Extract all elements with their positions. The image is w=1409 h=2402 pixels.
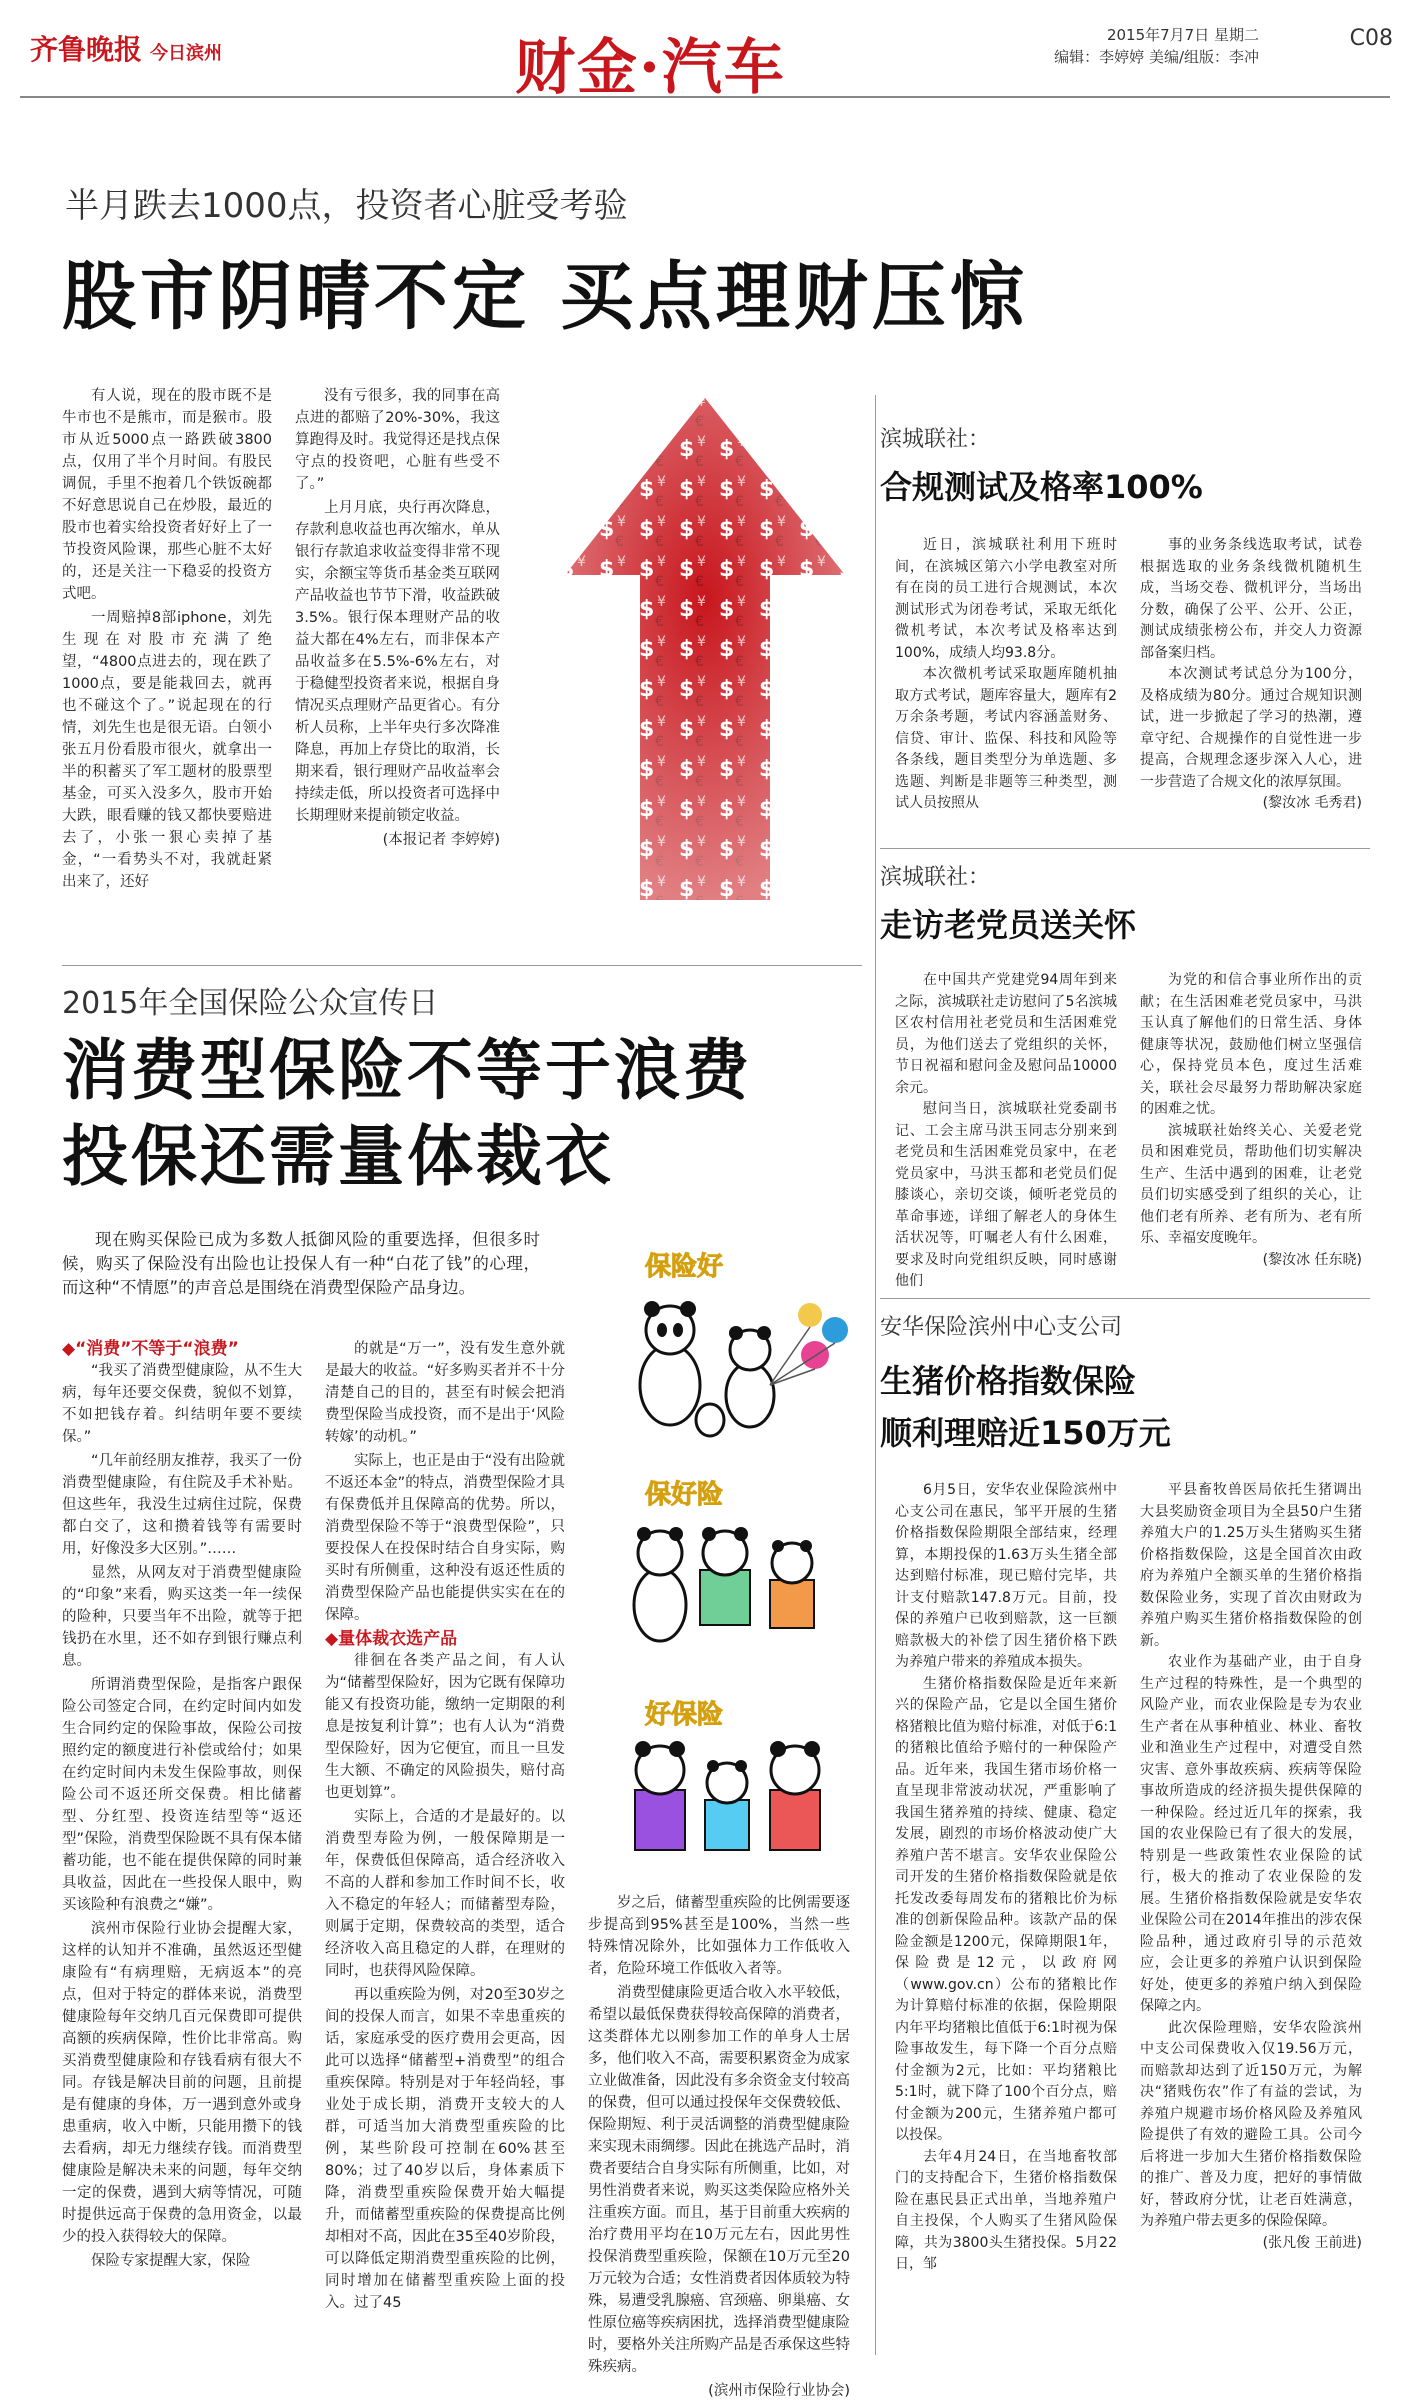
story2-subhead-2: ◆量体裁衣选产品 — [325, 1629, 458, 1649]
paragraph: 事的业务条线选取考试，试卷根据选取的业务条线微机随机生成，当场交卷、微机评分，当场出分数，确保了公平、公开、公正，测试成绩张榜公布，并交人力资源部备案归档。 — [1140, 537, 1362, 661]
paragraph: 一周赔掉8部iphone，刘先生现在对股市充满了绝望，“4800点进去的，现在跌了1000点，要是能栽回去，就再也不碰这个了。”说起现在的行情，刘先生也是很无语。白领小张五月份看股市很火，就拿出一半的积蓄买了军工题材的股票型基金，可买入没多久，股市开始大跌，眼看赚的钱又都快要赔进去了，小张一狠心卖掉了基金，“一看势头不对，我就赶紧出来了，还好 — [62, 610, 272, 890]
paragraph: 慰问当日，滨城联社党委副书记、工会主席马洪玉同志分别来到老党员和生活困难党员家中，在老党员家中，马洪玉都和老党员们促膝谈心，亲切交谈，倾听老党员的革命事迹，详细了解老人的身体生活状况等，叮嘱老人有什么困难，要求及时向党组织反映，同时感谢他们 — [895, 1101, 1117, 1289]
right2-title: 走访老党员送关怀 — [880, 906, 1137, 944]
story2-subhead-1: ◆“消费”不等于“浪费” — [62, 1339, 239, 1359]
right1-column-2 — [1140, 535, 1362, 831]
right3-column-1 — [895, 1480, 1117, 2375]
story1-kicker: 半月跌去1000点，投资者心脏受考验 — [65, 186, 628, 226]
story2-lead — [62, 1228, 540, 1326]
page-number: C08 — [1349, 26, 1393, 51]
right2-column-1 — [895, 970, 1117, 1289]
panda-group-3 — [635, 1699, 820, 1850]
paragraph: 上月月底，央行再次降息，存款利息收益也再次缩水，单从银行存款追求收益变得非常不现实，余额宝等货币基金类互联网产品收益也节节下滑，收益跌破3.5%。银行保本理财产品的收益大都在4%左右，而非保本产品收益多在5.5%-6%左右，对于稳健型投资者来说，根据自身情况买点理财产品更省心。有分析人员称，上半年央行多次降准降息，再加上存贷比的取消，长期来看，银行理财产品收益率会持续走低，所以投资者可选择中长期理财来提前锁定收益。 — [295, 500, 500, 824]
paragraph: “几年前经朋友推荐，我买了一份消费型健康险，有住院及手术补贴。但这些年，我没生过病住过院，保费都白交了，这和攒着钱等有需要时用，好像没多大区别。”…… — [62, 1453, 302, 1557]
story2-headline-line1: 消费型保险不等于浪费 — [62, 1032, 752, 1109]
rising-arrow-illustration — [555, 390, 855, 910]
paragraph: 实际上，也正是由于“没有出险就不返还本金”的特点，消费型保险才具有保费低并且保障高的优势。所以，消费型保险不等于“浪费型保险”，只要投保人在投保时结合自身实际，购买时有所侧重，这种没有返还性质的消费型保险产品也能提供实实在在的保障。 — [325, 1453, 565, 1623]
panda-group-1 — [640, 1251, 848, 1436]
right3-title-line2: 顺利理赔近150万元 — [880, 1414, 1171, 1452]
paragraph: 本次测试考试总分为100分，及格成绩为80分。通过合规知识测试，进一步掀起了学习的热潮，遵章守纪、合规操作的自觉性进一步提高，合规理念逐步深入人心，进一步营造了合规文化的浓厚氛围。 — [1140, 666, 1362, 790]
paragraph: 农业作为基础产业，由于自身生产过程的特殊性，是一个典型的风险产业，而农业保险是专为农业生产者在从事种植业、林业、畜牧业和渔业生产过程中，对遭受自然灾害、意外事故疾病、疾病等保险事故所造成的经济损失提供保障的一种保险。经过近几年的探索，我国的农业保险已有了很大的发展，特别是一些政策性农业保险的试行，极大的推动了农业保险的发展。生猪价格指数保险就是安华农业保险公司在2014年推出的涉农保险品种，通过政府引导的示范效应，会让更多的养殖户认识到保险好处，使更多的养殖户纳入到保险保障之内。 — [1140, 1654, 1362, 2014]
panda-family-icon — [610, 1235, 860, 1875]
right2-column-2 — [1140, 970, 1362, 1280]
right1-title: 合规测试及格率100% — [880, 468, 1203, 506]
paragraph: 有人说，现在的股市既不是牛市也不是熊市，而是猴市。股市从近5000点一路跌破3800点，仅用了半个月时间。有股民调侃，手里不抱着几个铁饭碗都不好意思说自己在炒股，最近的股市也着实给投资者好好上了一节投资风险课，那些心脏不太好的，还是关注一下稳妥的投资方式吧。 — [62, 388, 272, 602]
right1-org: 滨城联社： — [880, 427, 991, 452]
arrow-icon — [555, 390, 855, 910]
paragraph: 的就是“万一”，没有发生意外就是最大的收益。“好多购买者并不十分清楚自己的目的，甚至有时候会把消费型保险当成投资，而不是出于‘风险转嫁’的动机。” — [325, 1341, 565, 1445]
story2-kicker: 2015年全国保险公众宣传日 — [62, 986, 439, 1021]
paragraph: 岁之后，储蓄型重疾险的比例需要逐步提高到95%甚至是100%，当然一些特殊情况除外，比如强体力工作低收入者，危险环境工作低收入者等。 — [588, 1895, 850, 1977]
paragraph: 在中国共产党建党94周年到来之际，滨城联社走访慰问了5名滨城区农村信用社老党员和生活困难党员，为他们送去了党组织的关怀，节日祝福和慰问金及慰问品10000余元。 — [895, 972, 1117, 1096]
paragraph: 没有亏很多，我的同事在高点进的都赔了20%-30%，我这算跑得及时。我觉得还是找点保守点的投资吧，心脏有些受不了。” — [295, 388, 500, 492]
paragraph: 滨州市保险行业协会提醒大家，这样的认知并不准确，虽然返还型健康险有“有病理赔，无病返本”的亮点，但对于特定的群体来说，消费型健康险每年交纳几百元保费即可提供高额的疾病保障，性价比非常高。购买消费型健康险和存钱看病有很大不同。存钱是解决目前的问题，且前提是有健康的身体，万一遇到意外或身患重病，收入中断，只能用攒下的钱去看病，却无力继续存钱。而消费型健康险是解决未来的问题，每年交纳一定的保费，遇到大病等情况，可随时提供远高于保费的急用资金，以最少的投入获得较大的保障。 — [62, 1921, 302, 2245]
right3-title-line1: 生猪价格指数保险 — [880, 1362, 1137, 1400]
story2-column-1 — [62, 1338, 302, 2378]
story2-column-3 — [588, 1892, 850, 2399]
newspaper-logo-text: 齐鲁晚报 — [30, 33, 143, 66]
paragraph: 实际上，合适的才是最好的。以消费型寿险为例，一般保障期是一年，保费低但保障高，适合经济收入不高的人群和参加工作时间不长，收入不稳定的年轻人；而储蓄型寿险，则属于定期，保费较高的类型，适合经济收入高且稳定的人群，在理财的同时，也获得风险保障。 — [325, 1809, 565, 1979]
story1-column-1 — [62, 385, 272, 915]
right3-column-2 — [1140, 1480, 1362, 2375]
paragraph: 保险专家提醒大家，保险 — [91, 2253, 251, 2269]
story2-byline: (滨州市保险行业协会) — [708, 2383, 850, 2399]
story2-headline — [62, 1028, 752, 1200]
masthead-divider — [20, 96, 1390, 98]
page-meta — [1054, 24, 1259, 68]
story1-headline: 股市阴晴不定 买点理财压惊 — [62, 254, 1028, 340]
paragraph: 6月5日，安华农业保险滨州中心支公司在惠民，邹平开展的生猪价格指数保险期限全部结束，经理算，本期投保的1.63万头生猪全部达到赔付标准，现已赔付完毕，共计支付赔款147.8万元。目前，投保的养殖户已收到赔款，这一巨额赔款极大的补偿了因生猪价格下跌为养殖户带来的养殖成本损失。 — [895, 1482, 1117, 1670]
story-divider — [62, 965, 862, 966]
newspaper-logo — [30, 28, 222, 68]
paragraph: “我买了消费型健康险，从不生大病，每年还要交保费，貌似不划算，不如把钱存着。纠结明年要不要续保。” — [62, 1363, 302, 1445]
edition-label: 今日滨州 — [150, 43, 223, 64]
panda-label-1: 保险好 — [645, 1252, 724, 1282]
right1-column-1 — [895, 535, 1117, 831]
panda-illustration — [610, 1235, 860, 1875]
paragraph: 徘徊在各类产品之间，有人认为“储蓄型保险好，因为它既有保障功能又有投资功能，缴纳一定期限的利息是按复利计算”；也有人认为“消费型保险好，因为它便宜，而且一旦发生大额、不确定的风险损失，赔付高也更划算”。 — [325, 1653, 565, 1801]
right1-byline: (黎汝冰 毛秀君) — [1262, 795, 1362, 811]
story2-headline-line2: 投保还需量体裁衣 — [62, 1118, 614, 1195]
right2-byline: (黎汝冰 任东晓) — [1262, 1251, 1362, 1268]
right3-title — [880, 1355, 1171, 1459]
paragraph: 生猪价格指数保险是近年来新兴的保险产品，它是以全国生猪价格猪粮比值为赔付标准，对低于6:1的猪粮比值给予赔付的一种保险产品。近年来，我国生猪市场价格一直呈现非常波动状况，严重影响了我国生猪养殖的持续、健康、稳定发展，剧烈的市场价格波动使广大养殖户苦不堪言。安华农业保险公司开发的生猪价格指数保险就是依托发改委每周发布的猪粮比价为标准的创新保险品种。该款产品的保险金额是1200元，保障期限1年，保险费是12元，以政府网（www.gov.cn）公布的猪粮比作为计算赔付标准的依据，保险期限内年平均猪粮比值低于6:1时视为保险事故发生，每下降一个百分点赔付金额为2元，比如：平均猪粮比5:1时，就下降了100个百分点，赔付金额为200元，生猪养殖户都可以投保。 — [895, 1675, 1117, 2143]
lead-paragraph: 现在购买保险已成为多数人抵御风险的重要选择，但很多时候，购买了保险没有出险也让投保人有一种“白花了钱”的心理，而这种“不情愿”的声音总是围绕在消费型保险产品身边。 — [62, 1230, 540, 1297]
panda-label-2: 保好险 — [645, 1480, 724, 1510]
paragraph: 近日，滨城联社利用下班时间，在滨城区第六小学电教室对所有在岗的员工进行合规测试，本次测试形式为闭卷考试，采取无纸化微机考试，本次考试及格率达到100%，成绩人均93.8分。 — [895, 537, 1117, 661]
paragraph: 显然，从网友对于消费型健康险的“印象”来看，购买这类一年一续保的险种，只要当年不出险，就等于把钱扔在水里，还不如存到银行赚点利息。 — [62, 1565, 302, 1669]
paragraph: 去年4月24日，在当地畜牧部门的支持配合下，生猪价格指数保险在惠民县正式出单，当地养殖户自主投保，个人购买了生猪风险保障，共为3800头生猪投保。5月22日，邹 — [895, 2148, 1117, 2272]
paragraph: 此次保险理赔，安华农险滨州中支公司保费收入仅19.56万元，而赔款却达到了近150万元，为解决“猪贱伤农”作了有益的尝试，为养殖户规避市场价格风险及养殖风险提供了有效的避险工具。公司今后将进一步加大生猪价格指数保险的推广、普及力度，把好的事情做好，替政府分忧，让老百姓满意，为养殖户带去更多的保险保障。 — [1140, 2019, 1362, 2229]
paragraph: 为党的和信合事业所作出的贡献；在生活困难老党员家中，马洪玉认真了解他们的日常生活、身体健康等状况，鼓励他们树立坚强信心，保持党员本色，度过生活难关，联社会尽最努力帮助解决家庭的困难之忧。 — [1140, 972, 1362, 1117]
paragraph: 平县畜牧兽医局依托生猪调出大县奖励资金项目为全县50户生猪养殖大户的1.25万头生猪购买生猪价格指数保险，这是全国首次由政府为养殖户全额买单的生猪价格指数保险业务，实现了首次由财政为养殖户购买生猪价格指数保险的创新。 — [1140, 1482, 1362, 1649]
paragraph: 所谓消费型保险，是指客户跟保险公司签定合同，在约定时间内如发生合同约定的保险事故，保险公司按照约定的额度进行补偿或给付；如果在约定时间内未发生保险事故，则保险公司不返还所交保费。相比储蓄型、分红型、投资连结型等“返还型”保险，消费型保险既不具有保本储蓄功能，也不能在提供保障的同时兼具收益，因此在一些投保人眼中，购买该险种有浪费之“嫌”。 — [62, 1677, 302, 1913]
story-divider — [880, 848, 1370, 849]
panda-group-2 — [634, 1479, 814, 1641]
right2-org: 滨城联社： — [880, 865, 991, 890]
section-title: 财金·汽车 — [515, 33, 786, 103]
story1-byline: (本报记者 李婷婷) — [382, 832, 500, 848]
story-divider — [880, 1298, 1370, 1299]
issue-date: 2015年7月7日 星期二 — [1106, 26, 1259, 44]
right3-byline: (张凡俊 王前进) — [1262, 2234, 1362, 2251]
editor-credits: 编辑：李婷婷 美编/组版：李冲 — [1054, 48, 1259, 66]
story2-column-2 — [325, 1338, 565, 2378]
right3-org: 安华保险滨州中心支公司 — [880, 1315, 1123, 1340]
story1-column-2 — [295, 385, 500, 905]
paragraph: 消费型健康险更适合收入水平较低，希望以最低保费获得较高保障的消费者，这类群体尤以刚参加工作的单身人士居多，他们收入不高，需要积累资金为成家立业做准备，因此没有多余资金支付较高的保费，但可以通过投保年交保费较低、保险期短、利于灵活调整的消费型健康险来实现未雨绸缪。因此在挑选产品时，消费者要结合自身实际有所侧重，比如，对男性消费者来说，购买这类保险应格外关注重疾方面。而且，基于目前重大疾病的治疗费用平均在10万元左右，因此男性投保消费型重疾险，保额在10万元至20万元较为合适；女性消费者因体质较为特殊，易遭受乳腺癌、宫颈癌、卵巢癌、女性原位癌等疾病困扰，选择消费型健康险时，要格外关注所购产品是否承保这些特殊疾病。 — [588, 1985, 850, 2375]
paragraph: 再以重疾险为例，对20至30岁之间的投保人而言，如果不幸患重疾的话，家庭承受的医疗费用会更高，因此可以选择“储蓄型+消费型”的组合重疾保障。特别是对于年轻尚轻，事业处于成长期，消费开支较大的人群，可适当加大消费型重疾险的比例，某些阶段可控制在60%甚至80%；过了40岁以后，身体素质下降，消费型重疾险保费开始大幅提升，而储蓄型重疾险的保费提高比例却相对不高，因此在35至40岁阶段，可以降低定期消费型重疾险的比例，同时增加在储蓄型重疾险上面的投入。过了45 — [325, 1987, 565, 2311]
panda-label-3: 好保险 — [645, 1700, 724, 1730]
paragraph: 本次微机考试采取题库随机抽取方式考试，题库容量大，题库有2万余条考题，考试内容涵盖财务、信贷、审计、监保、科技和风险等各条线，题目类型分为单选题、多选题、判断是非题等三种类型，测试人员按照从 — [895, 666, 1117, 811]
column-divider — [875, 395, 876, 2355]
paragraph: 滨城联社始终关心、关爱老党员和困难党员，帮助他们切实解决生产、生活中遇到的困难，让老党员们切实感受到了组织的关心，让他们老有所养、老有所为、老有所乐、幸福安度晚年。 — [1140, 1122, 1362, 1246]
